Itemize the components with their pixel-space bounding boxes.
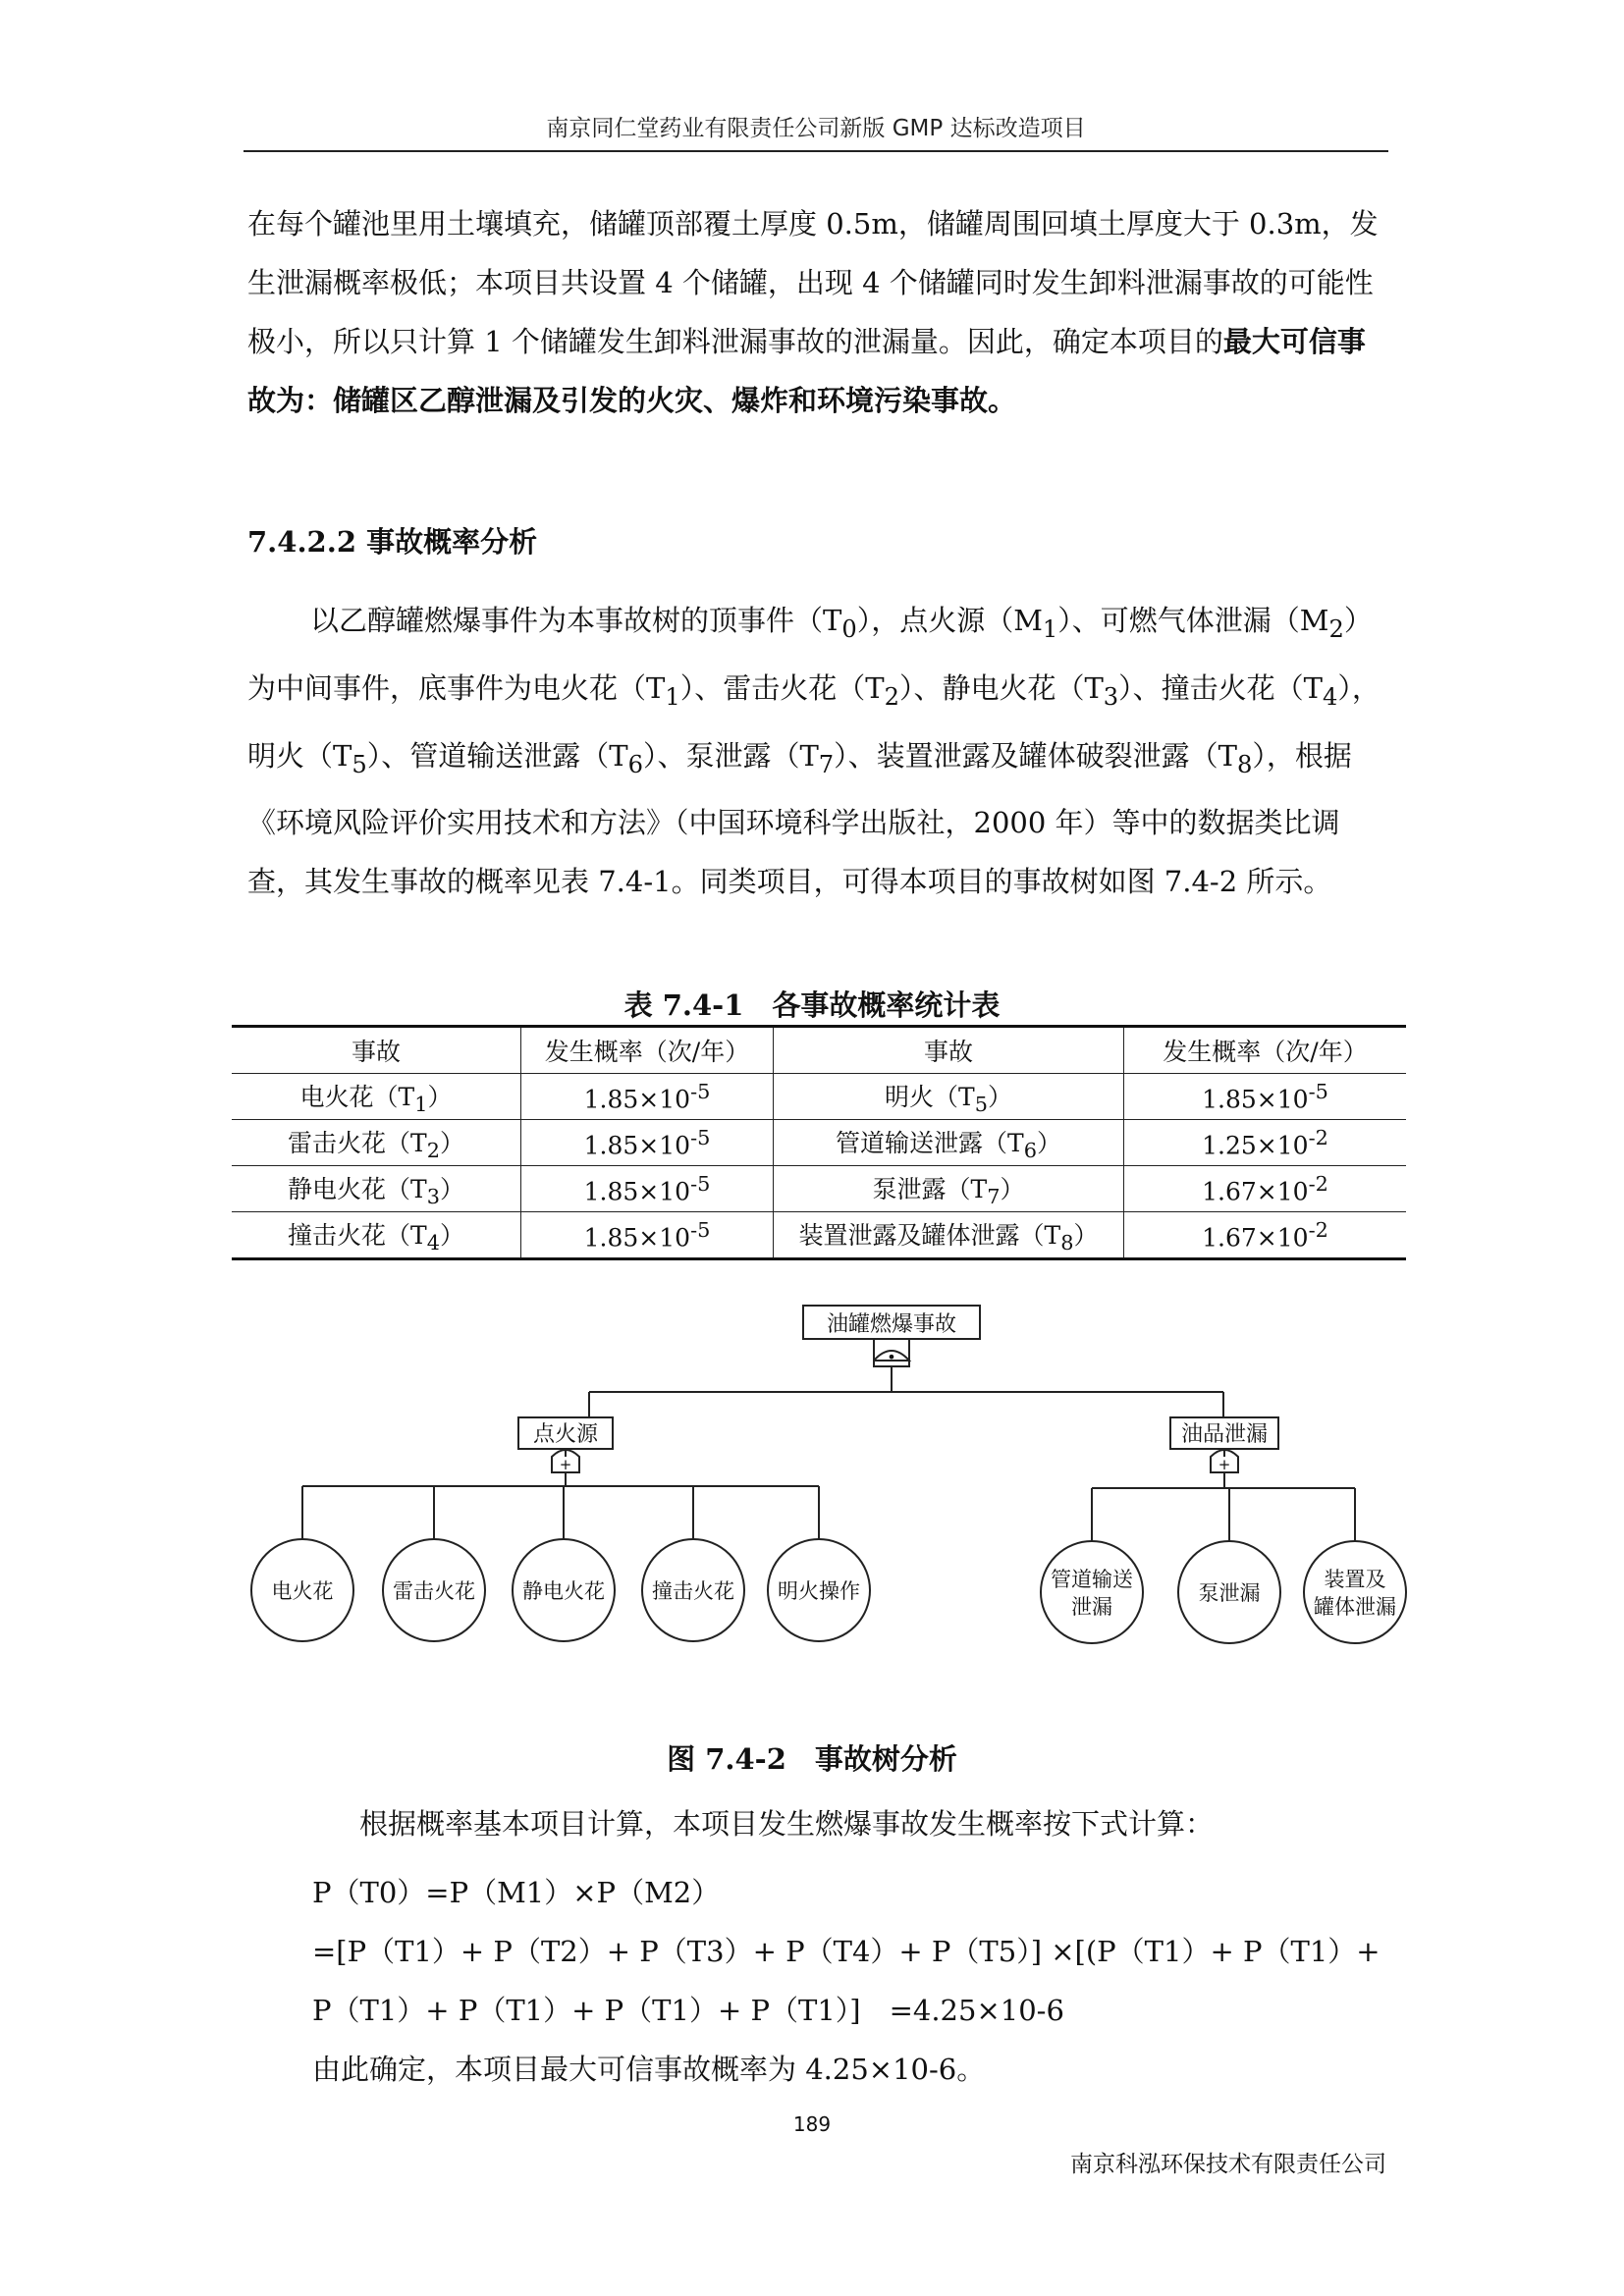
column-header: 事故: [774, 1027, 1124, 1074]
table-cell-probability: $1.25\times 10^{-2}$: [1124, 1120, 1407, 1166]
formula-line-3: P（T1）+ P（T1）+ P（T1）+ P（T1）] =4.25×10-6: [312, 1994, 1064, 2027]
subscript: 2: [884, 682, 899, 711]
basic-event-label: 管道输送: [1051, 1568, 1133, 1591]
table-cell-event: 撞击火花$(T_4)$: [232, 1212, 521, 1259]
basic-event-circle: [1041, 1541, 1143, 1643]
calc-intro: 根据概率基本项目计算，本项目发生燃爆事故发生概率按下式计算：: [359, 1807, 1215, 1841]
table-cell-event: 雷击火花$(T_2)$: [232, 1120, 521, 1166]
table-cell-event: 静电火花$(T_3)$: [232, 1166, 521, 1212]
intro-text: 在每个罐池里用土壤填充，储罐顶部覆土厚度 0.5m，储罐周围回填土厚度大于 0.3m，发生泄漏概率极低；本项目共设置 4 个储罐，出现 4 个储罐同时发生卸料泄漏事故的可能性极小，所以只计算 1 个储罐发生卸料泄漏事故的泄漏量。因此，确定本项目的: [247, 207, 1379, 358]
table-cell-probability: $1.67\times 10^{-2}$: [1124, 1212, 1407, 1259]
page-number: 189: [792, 2112, 832, 2136]
analysis-text: ），明火（T: [247, 670, 1380, 773]
table-header-row: [232, 1027, 1406, 1074]
subscript: 2: [1328, 614, 1344, 643]
analysis-text: ）为中间事件，底事件为电火花（T: [247, 604, 1373, 705]
top-event-label: 油罐燃爆事故: [826, 1312, 957, 1337]
fault-tree-diagram: [0, 1296, 1624, 1688]
subscript: 4: [1323, 682, 1338, 711]
table-cell-event: 泵泄露$(T_7)$: [774, 1166, 1124, 1212]
formula-line-2: =[P（T1）+ P（T2）+ P（T3）+ P（T4）+ P（T5）] ×[(P（T1）+ P（T1）+: [312, 1935, 1380, 1968]
figure-caption: 图 7.4-2 事故树分析: [667, 1742, 957, 1776]
analysis-text: ）、装置泄露及罐体破裂泄露（T: [834, 738, 1237, 773]
table-cell-event: 管道输送泄露$(T_6)$: [774, 1120, 1124, 1166]
analysis-text: ），根据《环境风险评价实用技术和方法》（中国环境科学出版社，2000 年）等中的数据类比调查，其发生事故的概率见表 7.4-1。同类项目，可得本项目的事故树如图 7.4-2 所示。: [247, 738, 1352, 899]
basic-event-label: 静电火花: [522, 1579, 605, 1603]
basic-event-label: 明火操作: [778, 1579, 860, 1603]
table-cell-probability: $1.85\times 10^{-5}$: [1124, 1074, 1407, 1120]
table-row: [232, 1212, 1406, 1259]
column-header: 发生概率（次/年）: [521, 1027, 774, 1074]
basic-event-label: 泵泄漏: [1198, 1581, 1261, 1605]
table-caption: 表 7.4-1 各事故概率统计表: [623, 988, 1001, 1022]
subscript: 1: [1042, 614, 1058, 643]
table-cell-event: 装置泄露及罐体泄露$(T_8)$: [774, 1212, 1124, 1259]
analysis-text: ）、雷击火花（T: [679, 670, 885, 705]
table-cell-event: 电火花$(T_1)$: [232, 1074, 521, 1120]
formula-line-1: P（T0）=P（M1）×P（M2）: [312, 1876, 721, 1909]
analysis-text: ）、可燃气体泄漏（M: [1057, 604, 1329, 637]
table-cell-probability: $1.85\times 10^{-5}$: [521, 1074, 774, 1120]
footer-company: 南京科泓环保技术有限责任公司: [1070, 2152, 1386, 2177]
analysis-text: ）、泵泄露（T: [642, 738, 819, 773]
subscript: 3: [1103, 682, 1119, 711]
analysis-text: ），点火源（M: [856, 604, 1043, 637]
page-header: 南京同仁堂药业有限责任公司新版 GMP 达标改造项目: [546, 116, 1086, 141]
table-cell-probability: $1.85\times 10^{-5}$: [521, 1120, 774, 1166]
subscript: 5: [352, 750, 367, 778]
subscript: 8: [1237, 750, 1253, 778]
basic-event-circle: [1304, 1541, 1406, 1643]
analysis-text: ）、管道输送泄露（T: [366, 738, 628, 773]
analysis-text: ）、撞击火花（T: [1118, 670, 1323, 705]
analysis-text: ）、静电火花（T: [898, 670, 1104, 705]
column-header: 发生概率（次/年）: [1124, 1027, 1407, 1074]
basic-event-label: 撞击火花: [652, 1579, 734, 1603]
table-cell-probability: $1.85\times 10^{-5}$: [521, 1166, 774, 1212]
table-row: [232, 1074, 1406, 1120]
conclusion: 由此确定，本项目最大可信事故概率为 4.25×10-6。: [312, 2053, 986, 2086]
header-rule: [244, 150, 1388, 152]
section-heading: 7.4.2.2 事故概率分析: [247, 525, 538, 559]
subscript: 1: [665, 682, 680, 711]
basic-event-label: 装置及: [1324, 1568, 1386, 1591]
subscript: 6: [627, 750, 643, 778]
analysis-text: 以乙醇罐燃爆事件为本事故树的顶事件（T: [310, 604, 842, 637]
basic-event-label: 电火花: [271, 1579, 334, 1603]
analysis-paragraph: [247, 591, 1390, 911]
column-header: 事故: [232, 1027, 521, 1074]
basic-event-label: 罐体泄漏: [1314, 1595, 1396, 1619]
table-row: [232, 1166, 1406, 1212]
oil-leak-label: 油品泄漏: [1180, 1422, 1269, 1447]
basic-event-label: 雷击火花: [393, 1579, 475, 1603]
table-cell-event: 明火$(T_5)$: [774, 1074, 1124, 1120]
table-cell-probability: $1.85\times 10^{-5}$: [521, 1212, 774, 1259]
basic-event-label: 泄漏: [1071, 1595, 1112, 1619]
intro-bold-text: 最大可信事故为：储罐区乙醇泄漏及引发的火灾、爆炸和环境污染事故。: [247, 325, 1366, 417]
table-cell-probability: $1.67\times 10^{-2}$: [1124, 1166, 1407, 1212]
and-gate-symbol: •: [887, 1348, 896, 1366]
subscript: 0: [841, 614, 857, 643]
or-gate-symbol: +: [1218, 1456, 1231, 1473]
accident-probability-table: [232, 1025, 1406, 1260]
ignition-source-label: 点火源: [532, 1422, 599, 1447]
intro-paragraph: [247, 194, 1390, 430]
or-gate-symbol: +: [559, 1456, 572, 1473]
subscript: 7: [818, 750, 835, 778]
table-row: [232, 1120, 1406, 1166]
